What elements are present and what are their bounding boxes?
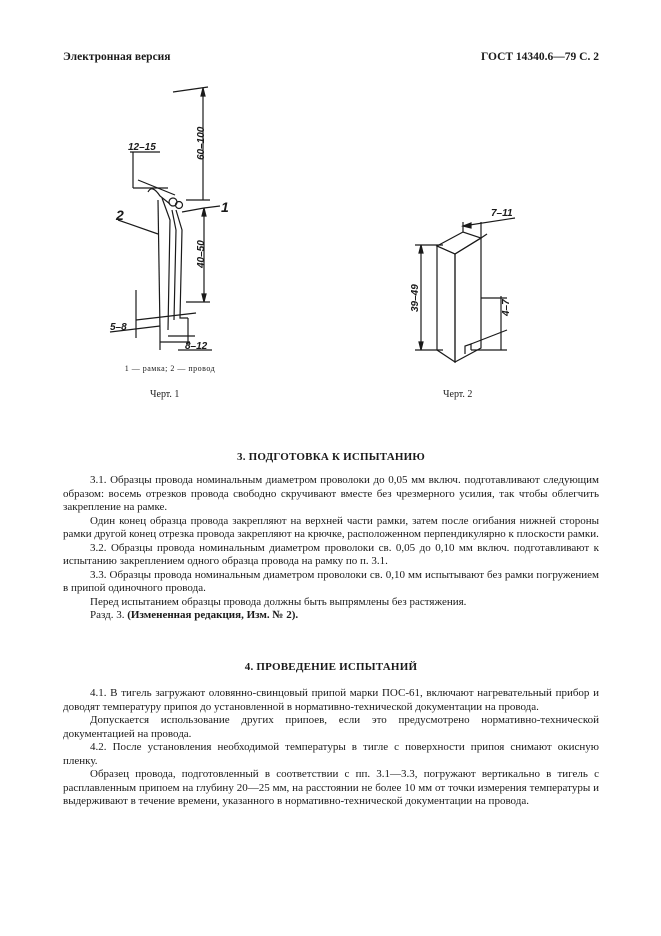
figure-1-drawing [100, 80, 250, 365]
fig1-dim-8-12: 8–12 [185, 341, 208, 352]
header-standard-page: ГОСТ 14340.6—79 С. 2 [480, 51, 599, 63]
fig2-dim-39-49: 39–49 [410, 284, 421, 312]
fig1-dim-5-8: 5–8 [110, 322, 127, 333]
paragraph-3-3: 3.3. Образцы провода номинальным диаметром проволоки св. 0,10 мм испытывают без рамки погружением в припой одиночного провода. [63, 568, 599, 594]
fig2-dim-4-7: 4–7 [501, 299, 512, 316]
fig2-dim-7-11: 7–11 [491, 208, 513, 219]
header-edition: Электронная версия [63, 51, 171, 63]
amendment-prefix: Разд. 3. [90, 609, 125, 621]
fig1-dim-60-100: 60–100 [196, 126, 207, 160]
fig1-dim-12-15: 12–15 [128, 142, 156, 153]
amendment-bold: (Измененная редакция, Изм. № 2). [127, 609, 299, 621]
paragraph-4-2-cont: Образец провода, подготовленный в соответствии с пп. 3.1—3.3, погружают вертикально в тигель с расплавленным припоем на глубину 20—25 мм, на расстоянии не более 10 мм от точки измерения температуры и выдерживают в течение времени, указанного в нормативно-технической документации на провода. [63, 768, 599, 807]
paragraph-4-1: 4.1. В тигель загружают оловянно-свинцовый припой марки ПОС-61, включают нагревательный прибор и доводят температуру припоя до установленной в нормативно-технической документации на провода. [63, 687, 599, 713]
paragraph-3-note: Перед испытанием образцы провода должны быть выпрямлены без растяжения. [90, 595, 467, 608]
section-4-title: 4. ПРОВЕДЕНИЕ ИСПЫТАНИЙ [244, 661, 418, 673]
fig1-label-2: 2 [116, 207, 124, 223]
figure-1-legend: 1 — рамка; 2 — провод [124, 364, 216, 373]
figure-2-caption: Черт. 2 [443, 389, 473, 400]
paragraph-3-1: 3.1. Образцы провода номинальным диаметром проволоки до 0,05 мм включ. подготавливают следующим образом: восемь отрезков провода свободно скручивают вместе без чрезмерного усилия, так чтобы облегчить закрепление на рамке. [63, 474, 599, 513]
fig1-dim-40-50: 40–50 [196, 240, 207, 268]
paragraph-4-2: 4.2. После установления необходимой температуры в тигле с поверхности припоя снимают окисную пленку. [63, 741, 599, 767]
fig1-label-1: 1 [221, 199, 229, 215]
paragraph-3-1-cont: Один конец образца провода закрепляют на верхней части рамки, затем после огибания нижней стороны рамки другой конец отрезка провода закрепляют на крючке, расположенном перпендикулярно к плоскости рамки. [63, 514, 599, 540]
figure-1-caption: Черт. 1 [150, 389, 180, 400]
section-3-body [63, 474, 599, 623]
page-header [63, 51, 599, 67]
figure-2-drawing [405, 200, 525, 370]
paragraph-3-amendment [63, 609, 599, 623]
section-3-title: 3. ПОДГОТОВКА К ИСПЫТАНИЮ [237, 451, 425, 463]
section-4-body [63, 687, 599, 809]
paragraph-4-1-cont: Допускается использование других припоев, если это предусмотрено нормативно-технической документацией на провода. [63, 714, 599, 740]
paragraph-3-2: 3.2. Образцы провода номинальным диаметром проволоки св. 0,05 до 0,10 мм включ. подготавливают к испытанию закреплением одного образца провода на рамку по п. 3.1. [63, 541, 599, 567]
